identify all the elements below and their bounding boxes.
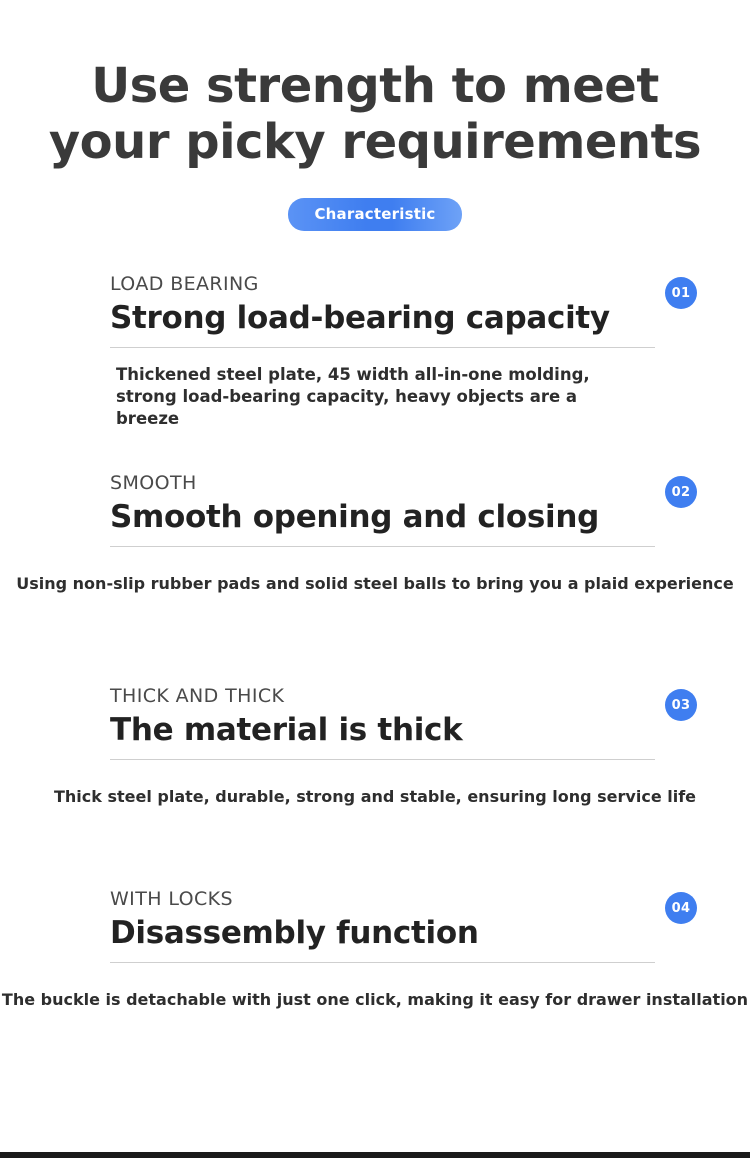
feature-kicker: THICK AND THICK [110, 685, 285, 707]
feature-item [0, 683, 750, 808]
feature-header [110, 271, 691, 348]
feature-item [0, 271, 750, 430]
feature-header [110, 470, 691, 547]
badge-container [0, 198, 750, 231]
feature-description: Using non-slip rubber pads and solid steel balls to bring you a plaid experience [16, 574, 734, 593]
feature-title: Disassembly function [110, 915, 479, 951]
feature-list [0, 271, 750, 1011]
feature-divider [110, 962, 655, 963]
feature-divider [110, 759, 655, 760]
feature-title: The material is thick [110, 712, 463, 748]
feature-number-badge: 04 [665, 892, 697, 924]
feature-kicker: WITH LOCKS [110, 888, 233, 910]
spacer [0, 808, 750, 886]
feature-item [0, 886, 750, 1011]
page-title-line-2: your picky requirements [48, 114, 702, 170]
page-header [0, 0, 750, 231]
feature-description: Thick steel plate, durable, strong and stable, ensuring long service life [53, 787, 697, 806]
feature-item [0, 470, 750, 595]
feature-number-badge: 02 [665, 476, 697, 508]
feature-description: The buckle is detachable with just one click, making it easy for drawer installation [1, 990, 749, 1009]
feature-kicker: SMOOTH [110, 472, 197, 494]
spacer [0, 430, 750, 470]
feature-header [110, 683, 691, 760]
feature-title: Smooth opening and closing [110, 499, 599, 535]
feature-divider [110, 546, 655, 547]
page-title-line-1: Use strength to meet [91, 58, 659, 114]
footer-bar [0, 1152, 750, 1158]
feature-divider [110, 347, 655, 348]
spacer [0, 595, 750, 683]
feature-header [110, 886, 691, 963]
characteristic-badge: Characteristic [288, 198, 461, 231]
feature-description: Thickened steel plate, 45 width all-in-one molding, strong load-bearing capacity, heavy objects are a breeze [116, 365, 590, 428]
feature-number-badge: 01 [665, 277, 697, 309]
feature-number-badge: 03 [665, 689, 697, 721]
feature-kicker: LOAD BEARING [110, 273, 259, 295]
feature-title: Strong load-bearing capacity [110, 300, 610, 336]
page-title [45, 58, 705, 170]
